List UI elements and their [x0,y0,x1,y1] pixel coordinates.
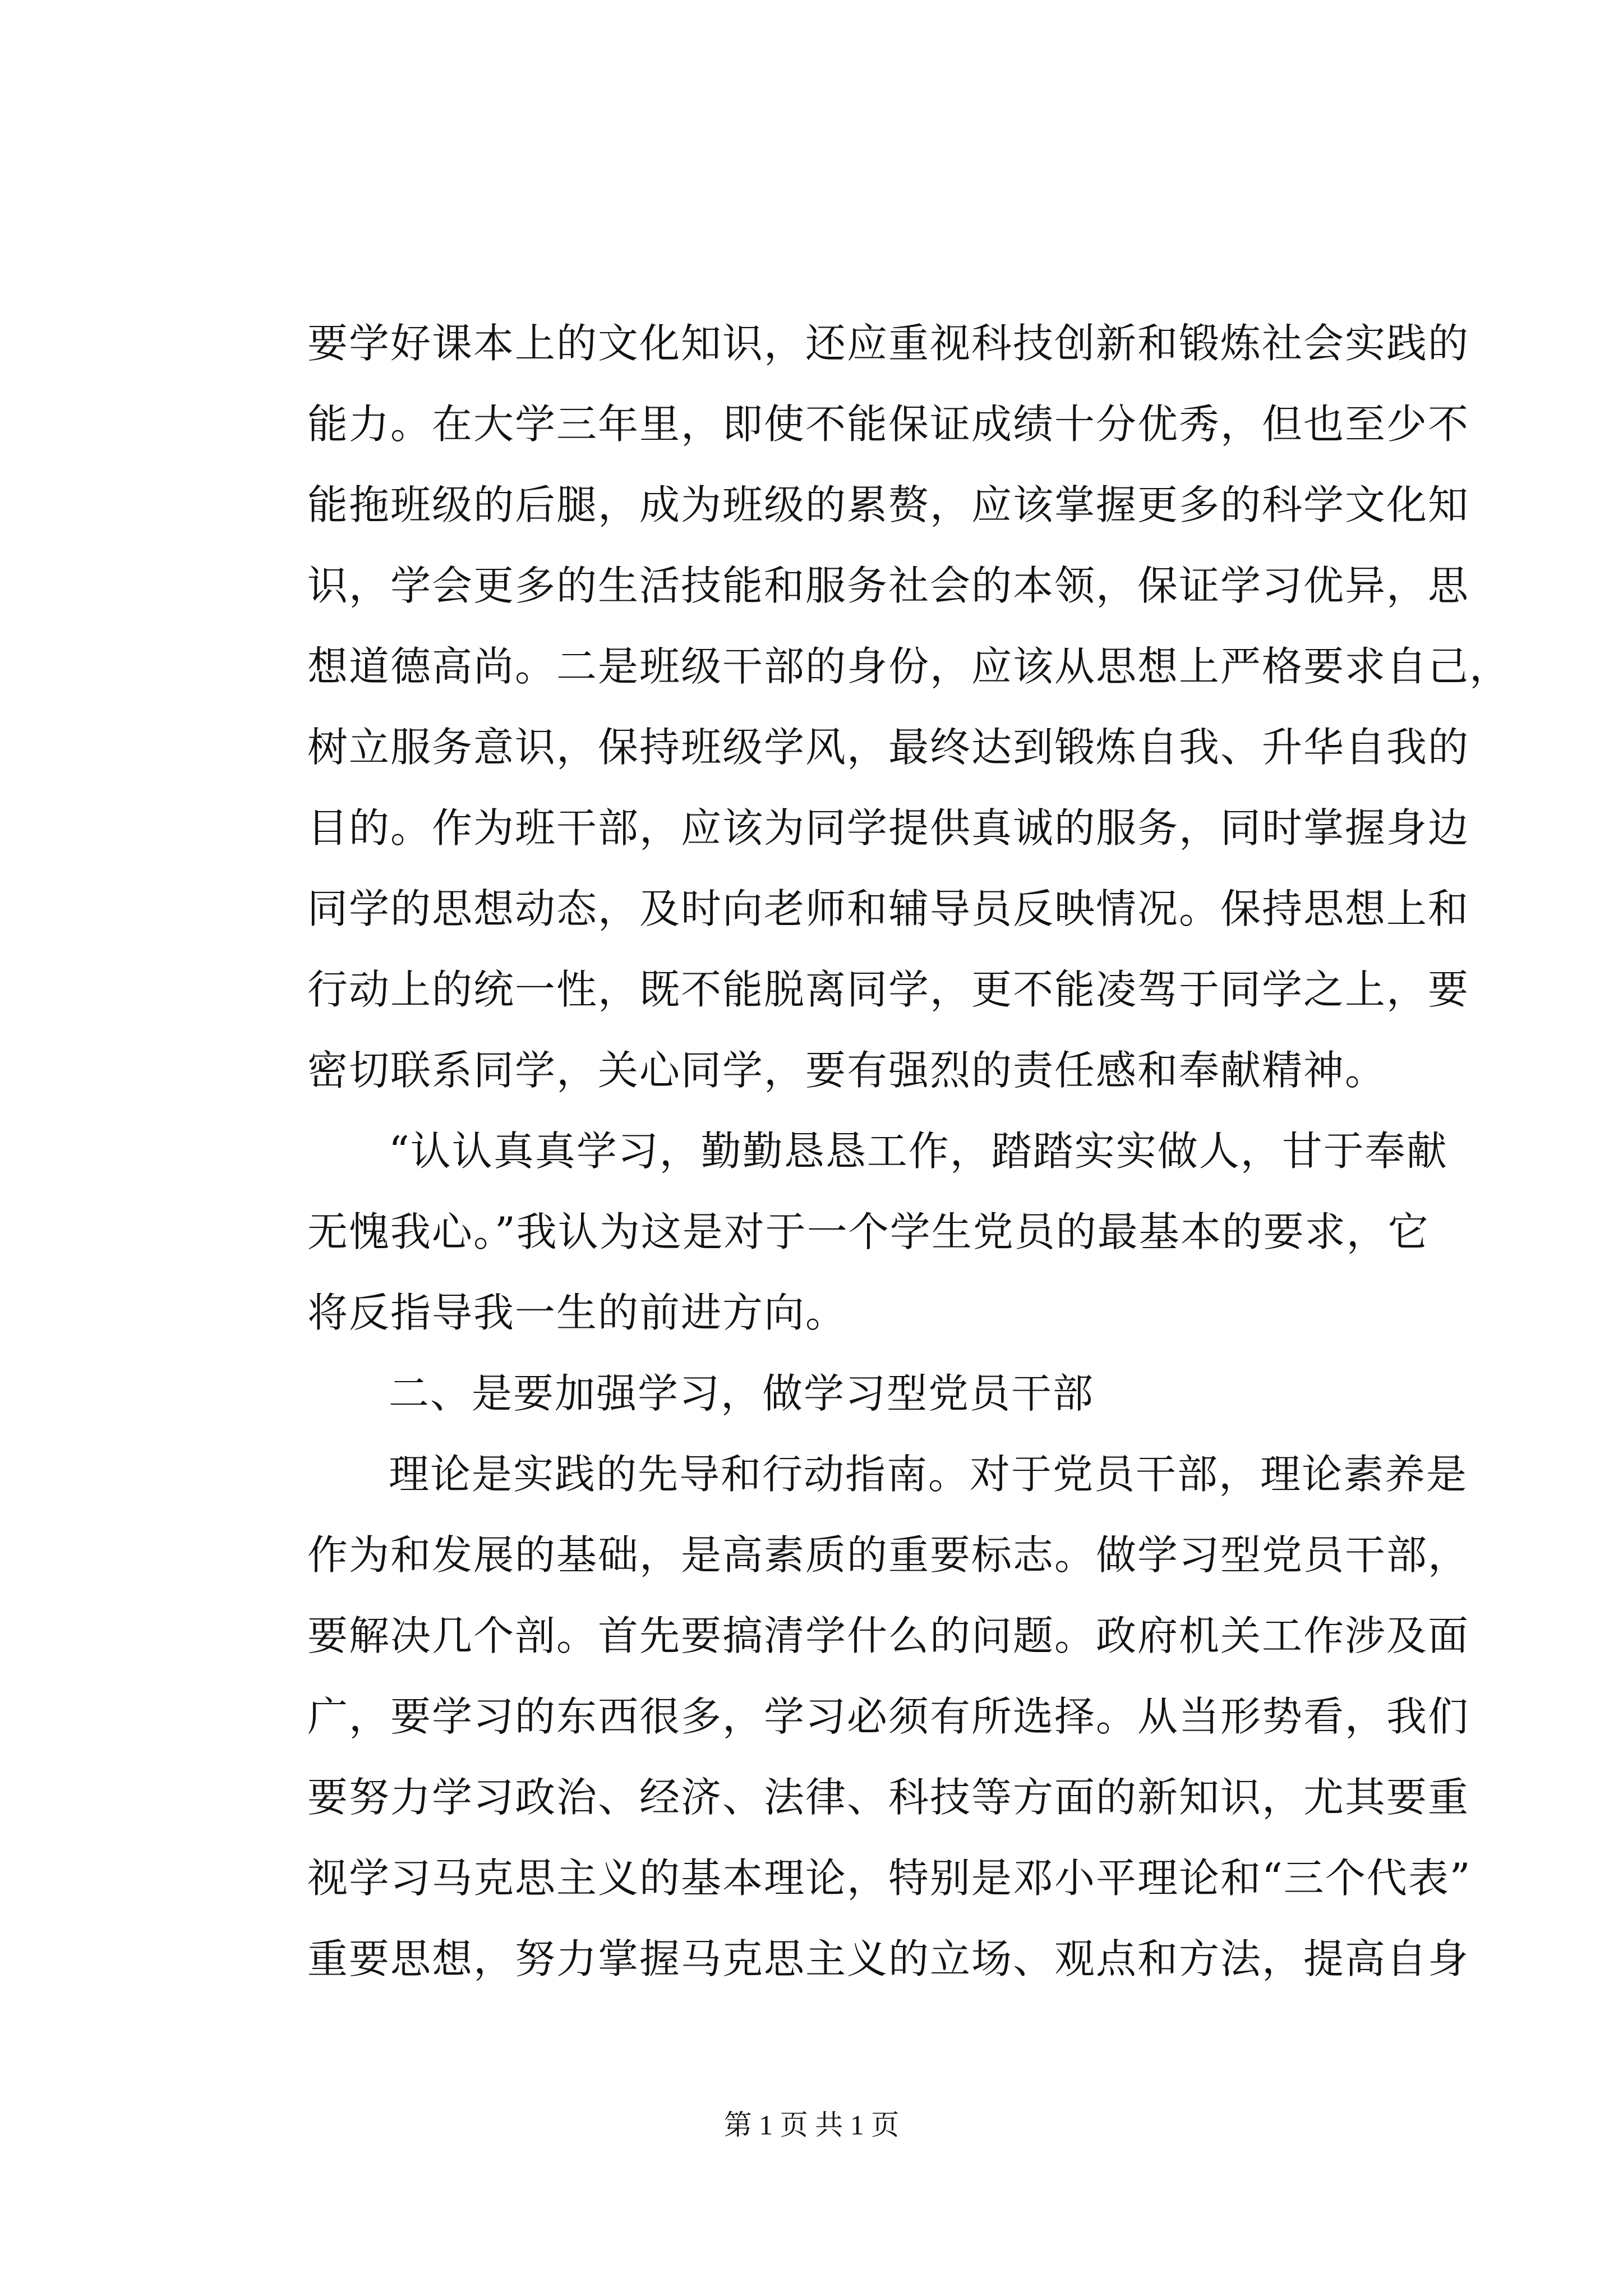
text-line: 无愧我心。”我认为这是对于一个学生党员的最基本的要求，它 [307,1208,1430,1255]
text-line: 识，学会更多的生活技能和服务社会的本领，保证学习优异，思 [307,562,1470,609]
text-line: 树立服务意识，保持班级学风，最终达到锻炼自我、升华自我的 [307,724,1470,771]
text-line: 视学习马克思主义的基本理论，特别是邓小平理论和“三个代表” [307,1855,1472,1902]
text-line: 要努力学习政治、经济、法律、科技等方面的新知识，尤其要重 [307,1774,1470,1821]
text-line: 要解决几个剖。首先要搞清学什么的问题。政府机关工作涉及面 [307,1612,1470,1659]
section-heading: 二、是要加强学习，做学习型党员干部 [389,1370,1095,1417]
text-line: 同学的思想动态，及时向老师和辅导员反映情况。保持思想上和 [307,885,1470,932]
text-line: 能拖班级的后腿，成为班级的累赘，应该掌握更多的科学文化知 [307,481,1470,528]
text-line: 想道德高尚。二是班级干部的身份，应该从思想上严格要求自己， [307,643,1511,690]
document-body [307,303,1511,1999]
paragraph-first-line: “认认真真学习，勤勤恳恳工作，踏踏实实做人，甘于奉献 [389,1128,1448,1175]
page-number-footer: 第 1 页 共 1 页 [723,2109,900,2141]
text-line: 作为和发展的基础，是高素质的重要标志。做学习型党员干部， [307,1531,1470,1579]
text-line: 能力。在大学三年里，即使不能保证成绩十分优秀，但也至少不 [307,401,1470,448]
paragraph-first-line: 理论是实践的先导和行动指南。对于党员干部，理论素养是 [389,1451,1468,1498]
text-line: 目的。作为班干部，应该为同学提供真诚的服务，同时掌握身边 [307,804,1470,852]
text-line: 重要思想，努力掌握马克思主义的立场、观点和方法，提高自身 [307,1935,1470,1982]
text-line: 行动上的统一性，既不能脱离同学，更不能凌驾于同学之上，要 [307,966,1470,1013]
text-line: 将反指导我一生的前进方向。 [307,1289,847,1336]
text-line: 密切联系同学，关心同学，要有强烈的责任感和奉献精神。 [307,1047,1387,1094]
text-line: 广，要学习的东西很多，学习必须有所选择。从当形势看，我们 [307,1693,1470,1740]
text-line: 要学好课本上的文化知识，还应重视科技创新和锻炼社会实践的 [307,320,1470,367]
